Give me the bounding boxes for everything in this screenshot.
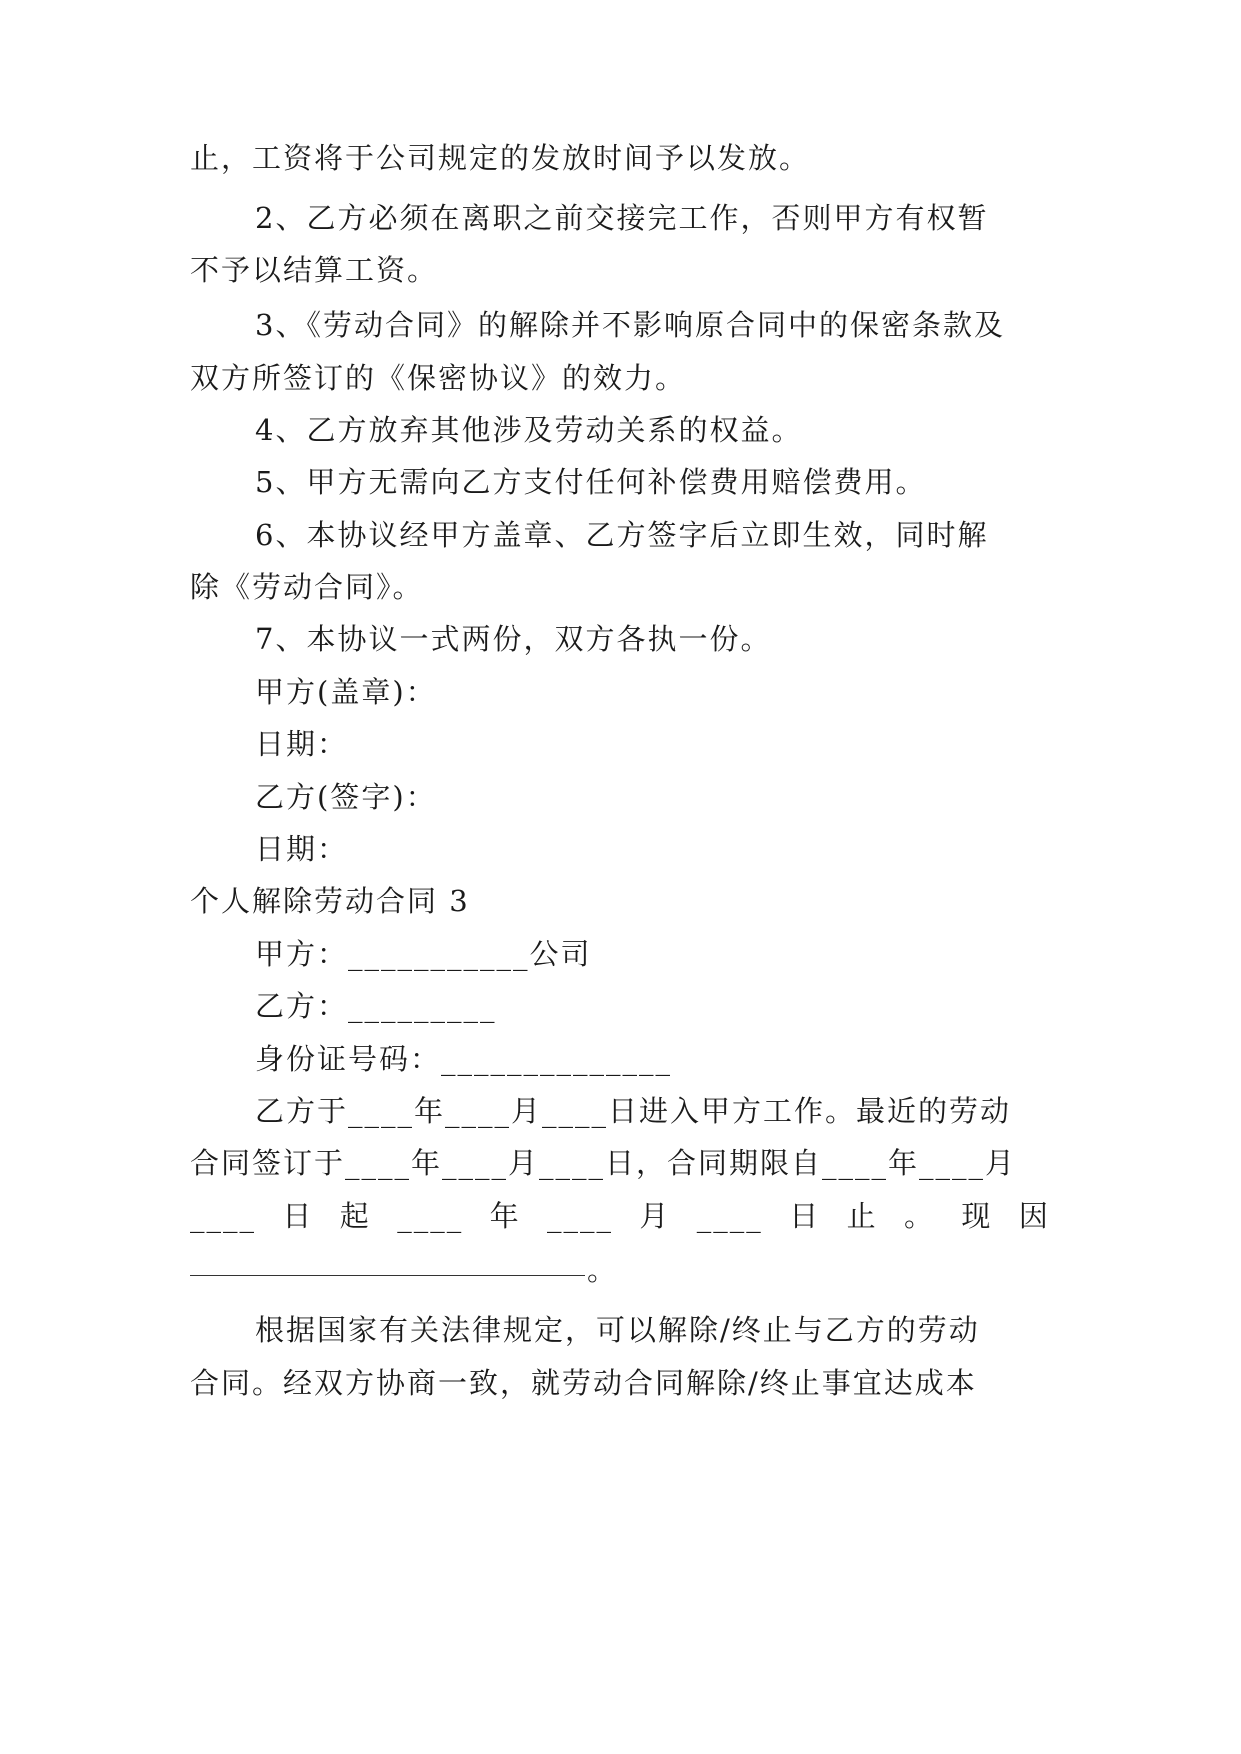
clause-5-line: 5、甲方无需向乙方支付任何补偿费用赔偿费用。 [255, 465, 927, 499]
word: 止 [846, 1199, 878, 1233]
id-number-field: 身份证号码：______________ [255, 1042, 673, 1076]
clause-7-line: 7、本协议一式两份，双方各执一份。 [255, 622, 772, 656]
party-a-field: 甲方：___________公司 [255, 937, 592, 971]
blank-segment: ____ [397, 1199, 464, 1233]
clause-2-line: 2、乙方必须在离职之前交接完工作，否则甲方有权暂 [255, 201, 989, 235]
blank-segment: ____ [190, 1199, 256, 1233]
blank-segment: ____ [547, 1199, 613, 1233]
clause-6-continuation: 除《劳动合同》。 [190, 570, 424, 604]
word: 月 [639, 1199, 671, 1233]
clause-3-line: 3、《劳动合同》的解除并不影响原合同中的保密条款及 [255, 308, 1005, 342]
contract-term-line: 合同签订于____年____月____日，合同期限自____年____月 [190, 1146, 1017, 1180]
word: 。 [904, 1199, 936, 1233]
paragraph-line: 止，工资将于公司规定的发放时间予以发放。 [190, 141, 811, 175]
blank-segment: ____ [696, 1199, 763, 1233]
contract-term-justified-line [190, 1196, 1050, 1236]
word: 日 [789, 1199, 821, 1233]
section-title: 个人解除劳动合同 3 [190, 884, 470, 918]
legal-basis-continuation: 合同。经双方协商一致，就劳动合同解除/终止事宜达成本 [190, 1366, 977, 1400]
party-b-field: 乙方：_________ [255, 989, 497, 1023]
end-mark: 。 [587, 1253, 619, 1287]
party-b-sign-label: 乙方(签字)： [255, 780, 437, 814]
reason-blank-line [190, 1275, 585, 1276]
clause-4-line: 4、乙方放弃其他涉及劳动关系的权益。 [255, 413, 803, 447]
date-label: 日期： [255, 832, 349, 866]
party-a-seal-label: 甲方(盖章)： [255, 675, 437, 709]
word: 日 [282, 1199, 314, 1233]
date-label: 日期： [255, 727, 349, 761]
word: 现 [961, 1199, 993, 1233]
employment-date-line: 乙方于____年____月____日进入甲方工作。最近的劳动 [255, 1094, 1012, 1128]
clause-3-continuation: 双方所签订的《保密协议》的效力。 [190, 361, 687, 395]
clause-6-line: 6、本协议经甲方盖章、乙方签字后立即生效，同时解 [255, 518, 989, 552]
legal-basis-line: 根据国家有关法律规定，可以解除/终止与乙方的劳动 [255, 1313, 980, 1347]
word: 年 [489, 1199, 521, 1233]
clause-2-continuation: 不予以结算工资。 [190, 253, 439, 287]
word: 起 [339, 1199, 371, 1233]
word: 因 [1018, 1199, 1050, 1233]
